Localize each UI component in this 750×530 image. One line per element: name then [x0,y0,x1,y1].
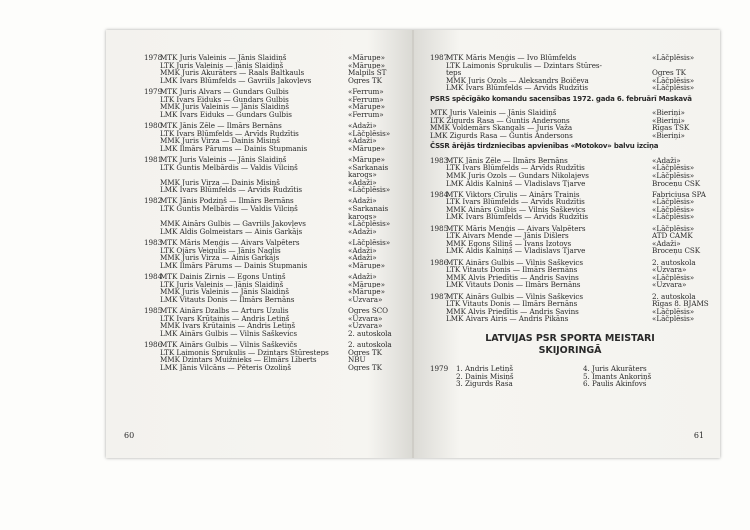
club-name: «Adaži» [348,246,377,255]
entry-year: 1986 [144,339,163,349]
club-name: «Adaži» [348,227,377,236]
club-name: NBU [348,356,366,364]
club-name: «Lāčplēsis» [652,213,695,222]
club-name: «Lāčplēsis» [652,198,695,206]
club-name: «Mārupe» [348,61,385,70]
club-name: Broceņu CSK [652,179,701,188]
entry-row [160,186,406,194]
psrs-heading: PSRS spēcīgāko komandu sacensības 1972. gada 6. februārī Maskavā [430,94,692,103]
club-name: Ogres TK [348,348,382,357]
entry-row [446,281,710,289]
pair-names: MMK Juris Akurāters — Raals Baltkauls [160,69,305,77]
club-name: Ogres TK [348,76,382,85]
entry-row [160,349,406,357]
entry-row [160,247,406,255]
entry-row [446,157,710,165]
club-name: «Ferrum» [348,110,384,119]
entry-year: 1981 [144,154,163,164]
pair-names: MTK Juris Valeinis — Jānis Slaidiņš [160,155,287,164]
pair-names: MMK Ainārs Gulbis — Gavriils Jakovļevs [160,220,306,228]
result-place: 3. Zigurds Rasa [456,379,513,389]
club-name: 2. autoskola [348,329,392,338]
club-name: «Adaži» [348,197,377,206]
pair-names: MMK Alvis Priedītis — Andris Savins [446,307,579,316]
pair-names: MMK Alvis Priedītis — Andris Savins [446,273,579,282]
pair-names: LMK Ilmārs Pārums — Dainis Stupmanis [160,261,308,270]
entry-year: 1983 [144,238,163,248]
pair-names: LTK Juris Valeinis — Jānis Slaidiņš [160,280,284,289]
entry-year: 1985 [144,305,163,315]
entry-row [160,288,406,296]
pair-names: LTK Juris Valeinis — Jānis Slaidiņš [160,61,284,70]
result-entry [430,225,710,255]
club-name: «Mārupe» [348,261,385,270]
club-name: «Lāčplēsis» [652,307,695,316]
pair-names: MTK Jānis Zēle — Ilmārs Bernāns [160,121,282,130]
pair-names: MTK Ainārs Gulbis — Vilnis Saškevics [446,292,583,301]
entry-row [160,164,406,172]
result-entry [144,273,406,303]
entry-row [160,137,406,145]
pair-names: LMK Jānis Vilcāns — Pēteris Ozoliņš [160,363,292,372]
result-entry [144,341,406,371]
pair-names: teps [446,69,462,77]
club-name: «Adaži» [348,178,377,187]
entry-row [160,197,406,205]
club-name: «Mārupe» [348,54,385,62]
pair-names: LTK Guntis Melbārdis — Valdis Vilciņš [160,205,298,213]
section-title [430,333,710,357]
pair-names: MTK Juris Valeinis — Jānis Slaidiņš [160,54,287,62]
pair-names: MTK Ainārs Dzalbs — Arturs Uzulis [160,306,289,315]
results-column-2 [583,365,710,388]
entry-row [160,322,406,330]
club-name: «Uzvara» [652,266,687,274]
results-year: 1979 [430,363,449,373]
page-number-left: 60 [124,431,135,440]
pair-names: LTK Zigurds Rasa — Guntis Andersons [430,116,570,125]
entry-row [160,145,406,153]
entry-row [446,247,710,255]
entry-row [160,220,406,228]
entry-row [430,132,710,140]
entry-row [160,88,406,96]
club-name: «Adaži» [348,254,377,262]
entry-row [160,205,406,213]
entry-row [160,111,406,119]
pair-names: MMK Juris Ozols — Aleksandrs Boičeva [446,76,589,85]
club-name: 2. autoskola [652,292,696,301]
club-name: Broceņu CSK [652,247,701,256]
club-name: «Lāčplēsis» [652,315,695,323]
result-entry [430,54,710,92]
pair-names: MMK Ivars Krūtainis — Andris Letiņš [160,322,296,330]
pair-names: MMK Juris Virza — Dainis Misiņš [160,178,280,187]
club-name: Fabriciusa SPA [652,190,706,199]
pair-names: LTK Vitauts Donis — Ilmārs Bernāns [446,266,578,274]
club-name: Ogres TK [652,69,686,77]
entry-row [446,308,710,316]
club-name: «Adaži» [348,137,377,145]
pair-names: MMK Voldemārs Skangals — Juris Važa [430,124,573,132]
right-page-content [430,54,710,388]
entry-row [160,62,406,70]
pair-names: LTK Ivars Blūmfelds — Arvīds Rudzītis [446,164,585,172]
entry-row [446,191,710,199]
pair-names: MMK Juris Virza — Ainis Garkājs [160,254,280,262]
club-name: «Bieriņi» [652,131,685,140]
entry-row [446,198,710,206]
result-entry [430,157,710,187]
entry-year: 1978 [144,53,163,62]
book-spread [106,30,720,458]
entry-row [446,84,710,92]
entry-row [446,180,710,188]
entry-year: 1979 [144,86,163,96]
club-name: Ogres TK [348,363,382,372]
club-name: «Lāčplēsis» [652,205,695,214]
entry-row [160,273,406,281]
cssr-heading: ČSSR ārējās tirdzniecības apvienības «Motokov» balvu izcīņa [430,142,659,151]
pair-names: LMK Vitauts Donis — Ilmārs Bernāns [160,295,295,304]
club-name: «Uzvara» [348,314,383,323]
club-name [652,62,710,70]
pair-names: MTK Juris Valeinis — Jānis Slaidiņš [430,109,557,117]
pair-names: LTK Ivars Eiduks — Gundars Gulbis [160,95,289,104]
pair-names: MMK Juris Valeinis — Jānis Slaidiņš [160,103,289,111]
entry-row [446,274,710,282]
entry-row [160,69,406,77]
entry-row [160,77,406,85]
result-entry [144,197,406,235]
pair-names: LMK Aldis Kalniņš — Vladislavs Tjarve [446,179,586,188]
entry-row [160,315,406,323]
pair-names: LMK Aivars Airis — Andris Pikāns [446,315,569,323]
pair-names: LTK Ivars Krūtainis — Andris Letiņš [160,314,290,323]
result-place: 6. Paulis Akinfovs [583,379,647,389]
result-place: 4. Juris Akurāters [583,363,647,373]
entry-row [160,130,406,138]
entry-row [160,330,406,338]
entry-year: 1982 [144,196,163,206]
pair-names: MMK Ainārs Gulbis — Vilnis Saškevics [446,205,586,214]
pair-names: MTK Jānis Podziņš — Ilmārs Bernāns [160,197,294,206]
pair-names: MTK Juris Alvars — Gundars Gulbis [160,87,289,96]
entry-row [430,124,710,132]
entry-row [446,213,710,221]
pair-names: LMK Aldis Kalniņš — Vladislavs Tjarve [446,247,586,256]
club-name: 2. autoskola [348,340,392,349]
result-entry [144,88,406,118]
club-name: «Lāčplēsis» [652,84,695,92]
section-title-line1: LATVIJAS PSR SPORTA MEISTARI [485,332,655,344]
club-name: «Lāčplēsis» [652,164,695,172]
entry-row [446,240,710,248]
entry-row [446,300,710,308]
entry-row [160,156,406,164]
club-name: «Uzvara» [652,281,687,289]
club-name: Ogres SCO [348,306,389,315]
club-name: «Lāčplēsis» [348,186,391,194]
result-place: 2. Dainis Misiņš [456,371,514,381]
club-name: «Lāčplēsis» [652,54,695,62]
pair-names: LMK Ivars Blūmfelds — Gavriils Jakovļevs [160,76,312,85]
pair-names: LMK Ivars Blūmfelds — Arvīds Rudzītis [446,84,588,92]
club-name: ATD ČAMK [652,232,693,240]
entry-row [446,225,710,233]
pair-names: LTK Aivars Mende — Jānis Dišlers [446,232,569,240]
club-name: 2. autoskola [652,258,696,267]
entry-row [160,228,406,236]
club-name: Malpils ST [348,69,387,77]
club-name: «Lāčplēsis» [348,239,391,247]
entry-row [446,232,710,240]
entry-row [430,109,710,117]
club-name: «Lāčplēsis» [348,220,391,228]
pair-names: LTK Vitauts Donis — Ilmārs Bernāns [446,300,578,308]
result-entry [430,259,710,289]
result-entry [144,239,406,269]
entry-row [160,341,406,349]
club-name: «Lāčplēsis» [652,224,695,233]
pair-names: MMK Juris Virza — Dainis Misiņš [160,137,280,145]
club-name: «Adaži» [348,273,377,281]
pair-names: LTK Ivars Blūmfelds — Arvīds Rudzītis [160,129,299,138]
club-name: «Ferrum» [348,87,384,96]
entry-row [160,262,406,270]
pair-names: LMK Ainārs Gulbis — Vilnis Saškevics [160,329,297,338]
section-title-line2: SKIJORINGĀ [538,344,602,356]
entry-row [160,254,406,262]
result-entry [144,122,406,152]
left-page [106,30,414,458]
entry-row [160,239,406,247]
pair-names: LMK Ivars Blūmfelds — Arvīds Rudzītis [446,213,588,222]
entry-row [160,54,406,62]
results-column-1 [456,365,583,388]
entry-year: 1986 [430,257,449,267]
entry-row [446,77,710,85]
result-entry [430,293,710,323]
pair-names: LTK Ivars Blūmfelds — Arvīds Rudzītis [446,198,585,206]
club-name: Rīgas 8. BJAMS [652,300,709,308]
pair-names: LMK Ilmārs Pārums — Dainis Stupmanis [160,144,308,153]
entry-row [446,206,710,214]
pair-names: LMK Zigurds Rasa — Guntis Andersons [430,131,573,140]
club-name: «Mārupe» [348,155,385,164]
entry-year: 1984 [144,272,163,281]
pair-names: MTK Jānis Zēle — Ilmārs Bernāns [446,156,568,165]
pair-names: MMK Egons Siliņš — Ivans Izotovs [446,239,572,248]
club-name: «Sarkanais [348,163,389,172]
pair-names: LMK Vitauts Donis — Ilmārs Bernāns [446,281,581,289]
entry-row [160,103,406,111]
entry-year: 1987 [430,53,449,62]
entry-row [160,364,406,372]
entry-row [160,96,406,104]
pair-names [160,171,348,179]
pair-names: MTK Māris Meņģis — Aivars Valpēters [446,224,586,233]
pair-names: LTK Laimonis Sprukulis — Dzintars Stūresteps [160,348,329,357]
pair-names: MMK Dzintars Muižnieks — Elmārs Līberts [160,356,317,364]
club-name: «Mārupe» [348,288,385,296]
pair-names: LMK Aldis Golmeistars — Ainis Garkājs [160,227,303,236]
entry-row [446,172,710,180]
right-page [414,30,720,458]
result-entry [430,109,710,139]
club-name: «Sarkanais [348,205,389,213]
entry-year: 1984 [430,189,449,199]
entry-row [160,179,406,187]
club-name: «Uzvara» [348,322,383,330]
pair-names: MTK Ainārs Gulbis — Vilnis Saškevics [446,258,583,267]
pair-names [160,213,348,221]
result-entry [430,191,710,221]
pair-names: LMK Ivars Eiduks — Gundars Gulbis [160,110,292,119]
entry-row [446,69,710,77]
entry-row [160,296,406,304]
entry-year: 1987 [430,291,449,301]
pair-names: MTK Dainis Zirnis — Egons Untiņš [160,273,286,281]
club-name: «Lāčplēsis» [348,129,391,138]
entry-row [160,281,406,289]
result-entry [144,307,406,337]
entry-year: 1980 [144,120,163,130]
club-name: «Ferrum» [348,95,384,104]
entry-row [446,54,710,62]
result-place: 5. Imants Ankoriņš [583,371,652,381]
entry-row [446,259,710,267]
club-name: «Bieriņi» [652,116,685,125]
club-name: «Mārupe» [348,280,385,289]
club-name: «Adaži» [348,121,377,130]
pair-names: LTK Laimonis Sprukulis — Dzintars Stūres- [446,61,602,70]
club-name: karogs» [348,171,377,179]
pair-names: MTK Ainārs Gulbis — Vilnis Saškevičs [160,340,297,349]
club-name: «Adaži» [652,156,681,165]
pair-names: LTK Ojārs Veigulis — Jānis Naglis [160,246,281,255]
entry-row [160,171,406,179]
club-name: karogs» [348,212,377,221]
pair-names: MMK Juris Ozols — Gundars Nikolajevs [446,171,589,180]
entry-row [446,293,710,301]
entry-row [160,213,406,221]
club-name: «Lāčplēsis» [652,171,695,180]
entry-row [160,307,406,315]
pair-names: MTK Māris Meņģis — Ivo Blūmfelds [446,54,577,62]
entry-row [446,315,710,323]
entry-row [160,356,406,364]
club-name: «Lāčplēsis» [652,76,695,85]
club-name: «Bieriņi» [652,109,685,117]
entry-row [446,266,710,274]
result-entry [144,156,406,194]
entry-year: 1983 [430,155,449,165]
club-name: «Lāčplēsis» [652,273,695,282]
entry-row [160,122,406,130]
pair-names: LMK Ivars Blūmfelds — Arvīds Rudzītis [160,186,302,194]
entry-row [430,117,710,125]
left-page-content [144,54,406,375]
entry-row [446,164,710,172]
entry-year: 1985 [430,223,449,233]
results-block [430,365,710,388]
pair-names: MTK Viktors Cīrulis — Ainārs Trainis [446,190,580,199]
club-name: «Mārupe» [348,144,385,153]
page-number-right: 61 [693,431,704,440]
club-name: «Uzvara» [348,295,383,304]
result-place: 1. Andris Letiņš [456,363,514,373]
pair-names: MMK Juris Valeinis — Jānis Slaidiņš [160,288,289,296]
pair-names: MTK Māris Meņģis — Aivars Valpēters [160,239,300,247]
pair-names: LTK Guntis Melbārdis — Valdis Vilciņš [160,163,298,172]
club-name: «Mārupe» [348,103,385,111]
result-entry [144,54,406,84]
club-name: Rīgas TSK [652,124,690,132]
club-name: «Adaži» [652,239,681,248]
entry-row [446,62,710,70]
